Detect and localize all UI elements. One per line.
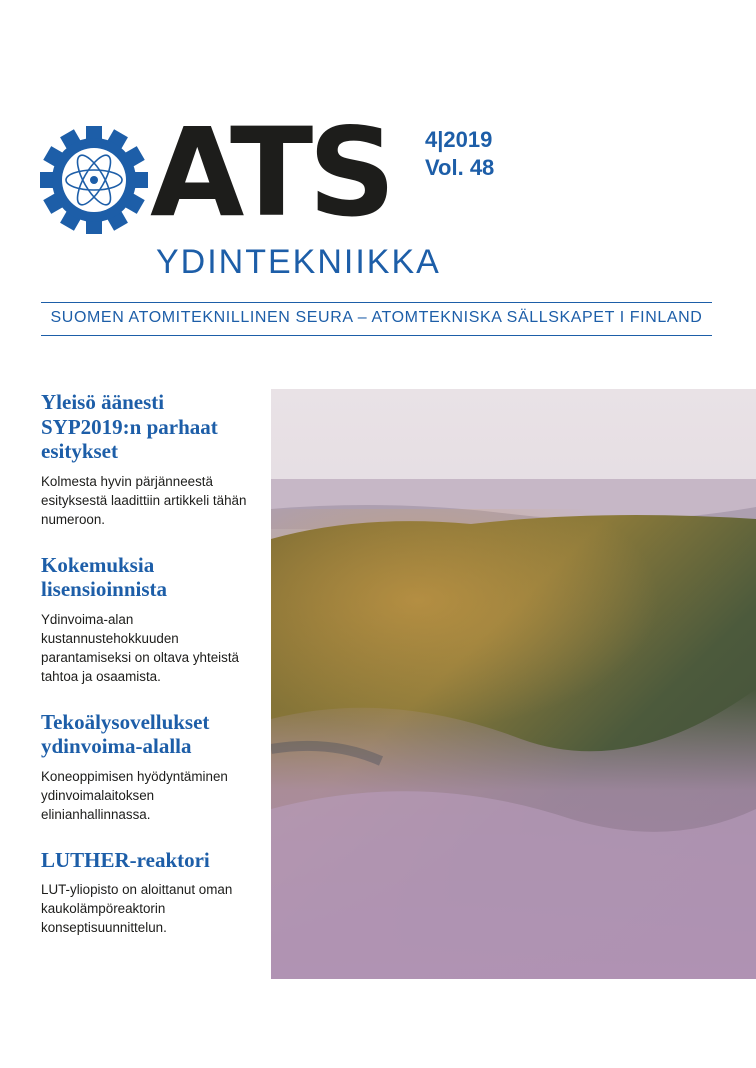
article-item[interactable]	[41, 553, 256, 686]
magazine-title: ATS	[150, 102, 392, 244]
divider-top	[41, 302, 712, 303]
article-summary: LUT-yliopisto on aloittanut oman kaukolämpöreaktorin konseptisuunnittelun.	[41, 882, 233, 935]
article-summary: Koneoppimisen hyödyntäminen ydinvoimalaitoksen elinianhallinnassa.	[41, 768, 228, 822]
issue-info	[425, 126, 494, 182]
article-summary: Ydinvoima-alan kustannustehokkuuden parantamiseksi on oltava yhteistä tahtoa ja osaamista.	[41, 611, 239, 684]
article-title: LUTHER-reaktori	[41, 847, 210, 872]
article-title: Kokemuksia lisensioinnista	[41, 552, 168, 601]
article-summary: Kolmesta hyvin pärjänneestä esityksestä laadittiin artikkeli tähän numeroon.	[41, 473, 247, 527]
divider-bottom	[41, 335, 712, 336]
gear-atom-icon	[40, 126, 148, 234]
article-title: Tekoälysovellukset ydinvoima-alalla	[41, 709, 210, 758]
volume-number: Vol. 48	[425, 155, 495, 180]
article-item[interactable]	[41, 710, 256, 824]
article-item[interactable]	[41, 848, 256, 938]
magazine-subtitle: YDINTEKNIIKKA	[156, 243, 441, 281]
cover-photo	[271, 389, 756, 979]
issue-number: 4|2019	[425, 127, 493, 152]
society-name: SUOMEN ATOMITEKNILLINEN SEURA – ATOMTEKNISKA SÄLLSKAPET I FINLAND	[50, 309, 703, 326]
article-title: Yleisö äänesti SYP2019:n parhaat esitykset	[41, 390, 218, 463]
article-item[interactable]	[41, 390, 256, 529]
article-list	[41, 390, 256, 961]
